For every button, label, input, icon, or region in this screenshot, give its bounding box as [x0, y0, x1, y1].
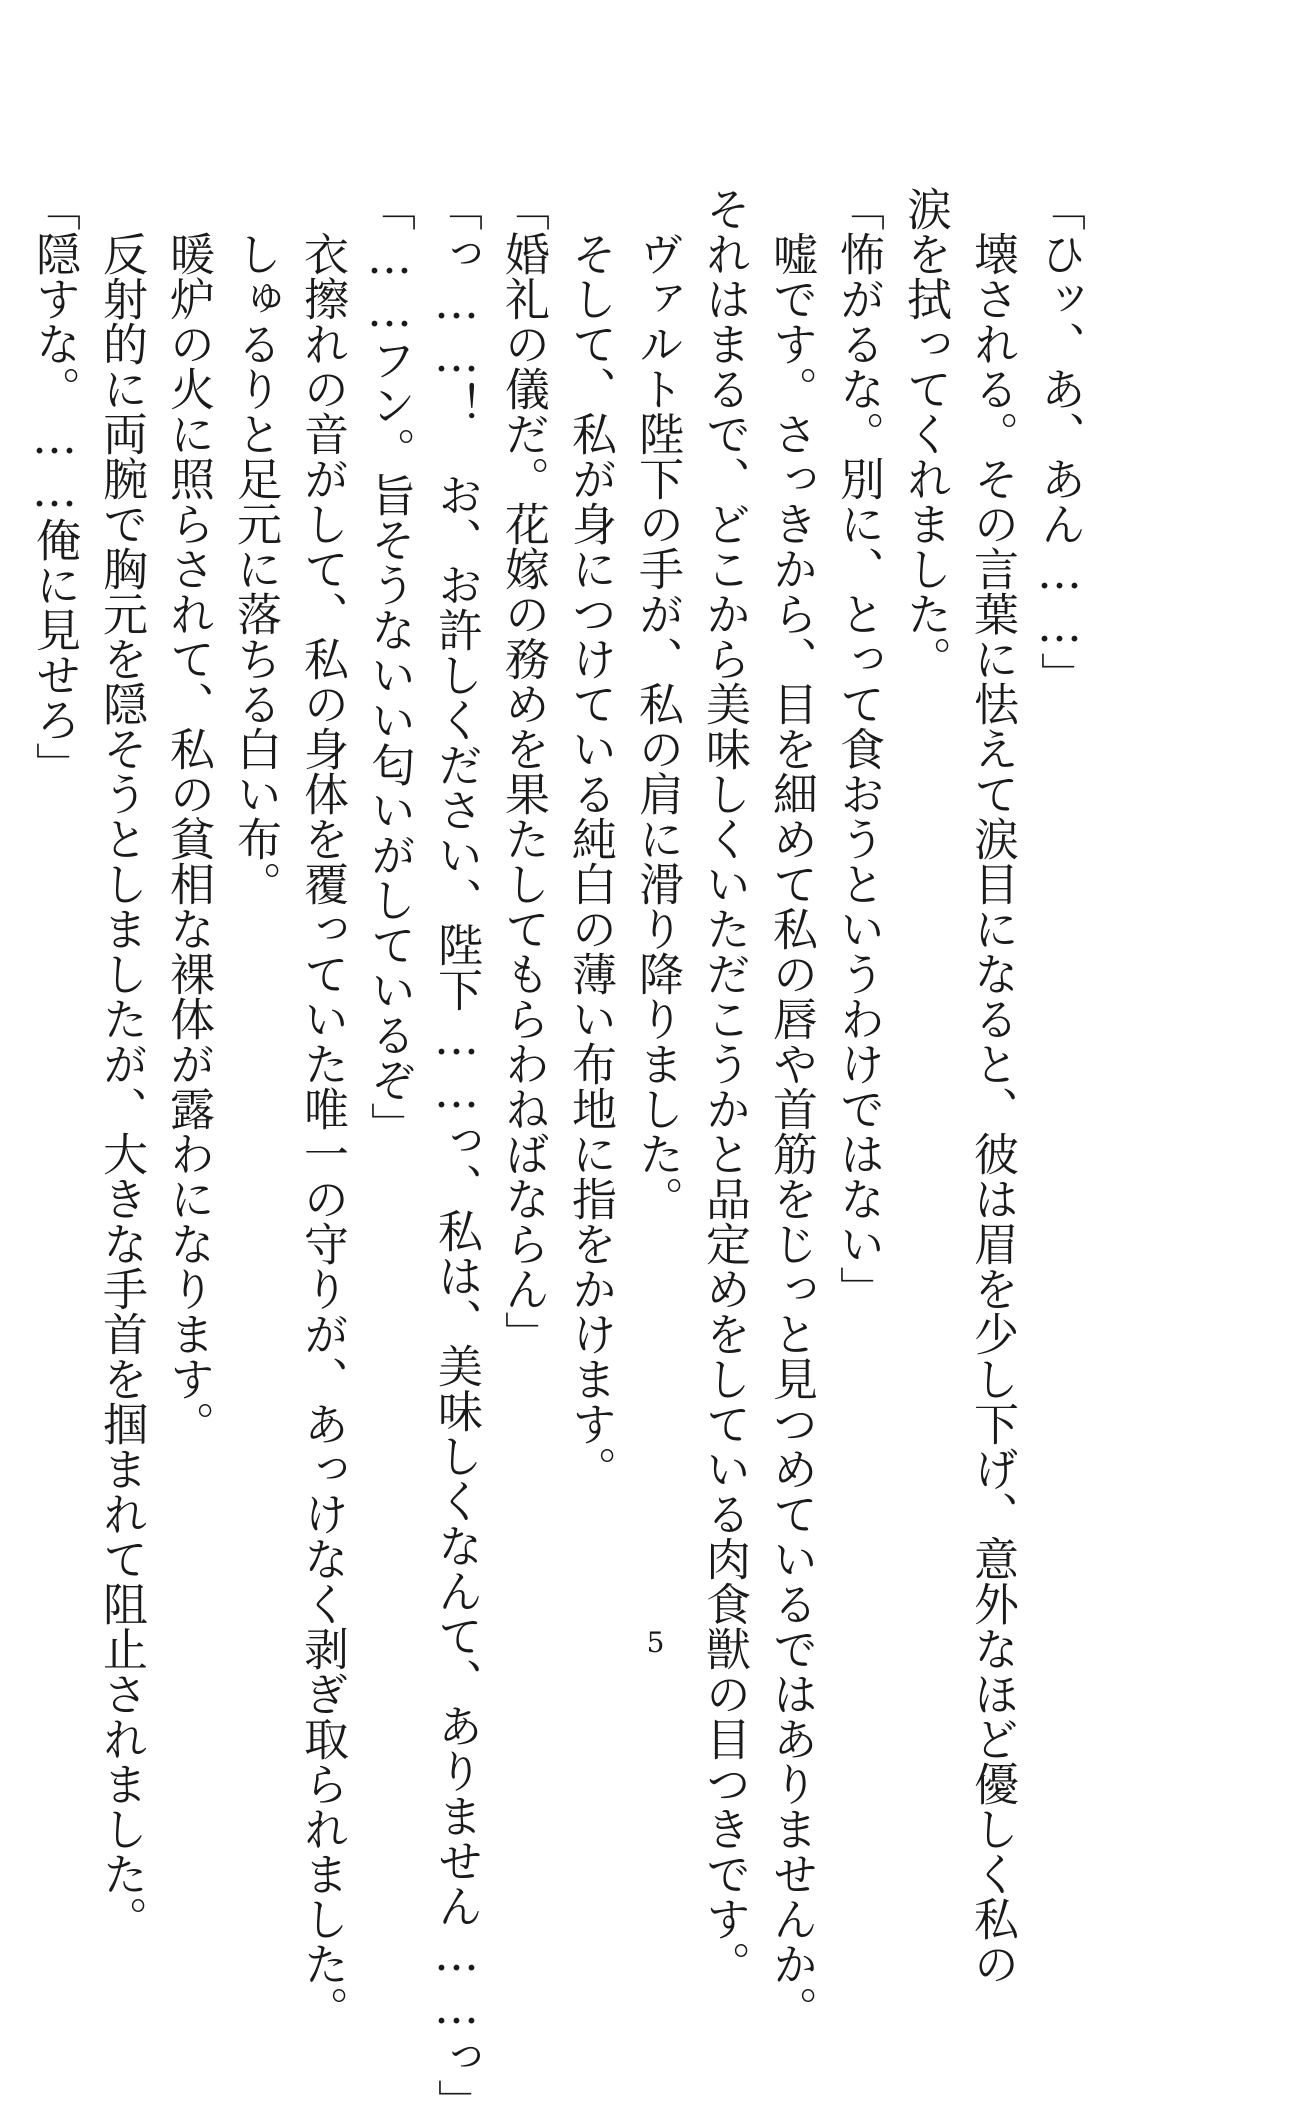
text-line: 「怖がるな。別に、とって食おうというわけではない」	[832, 186, 885, 1311]
text-line: 衣擦れの音がして、私の身体を覆っていた唯一の守りが、あっけなく剥ぎ取られました。	[296, 186, 349, 2031]
text-line: しゅるりと足元に落ちる白い布。	[229, 186, 282, 906]
text-line: 反射的に両腕で胸元を隠そうとしましたが、大きな手首を掴まれて阻止されました。	[95, 186, 148, 1941]
text-line: ヴァルト陛下の手が、私の肩に滑り降りました。	[631, 186, 684, 1221]
text-line: 嘘です。さっきから、目を細めて私の唇や首筋をじっと見つめているではありませんか。	[765, 186, 818, 2031]
text-line: 壊される。その言葉に怯えて涙目になると、彼は眉を少し下げ、意外なほど優しく私の	[966, 186, 1019, 1986]
text-line: 「ひッ、あ、あん……」	[1033, 186, 1086, 697]
text-line: そして、私が身につけている純白の薄い布地に指をかけます。	[564, 186, 617, 1491]
text-line: 「っ……！ お、お許しください、陛下……っ、私は、美味しくなんて、ありません……っ」	[430, 186, 483, 2124]
page-number: 5	[646, 1626, 665, 1659]
text-line: 「……フン。旨そうないい匂いがしているぞ」	[363, 186, 416, 1147]
text-line: 「隠すな。……俺に見せろ」	[28, 186, 81, 787]
text-line: それはまるで、どこから美味しくいただこうかと品定めをしている肉食獣の目つきです。	[698, 186, 751, 1986]
text-line: 涙を拭ってくれました。	[899, 186, 952, 681]
text-line: 「婚礼の儀だ。花嫁の務めを果たしてもらわねばならん」	[497, 186, 550, 1356]
text-line: 暖炉の火に照らされて、私の貧相な裸体が露わになります。	[162, 186, 215, 1446]
vertical-text-body	[28, 186, 1093, 2124]
